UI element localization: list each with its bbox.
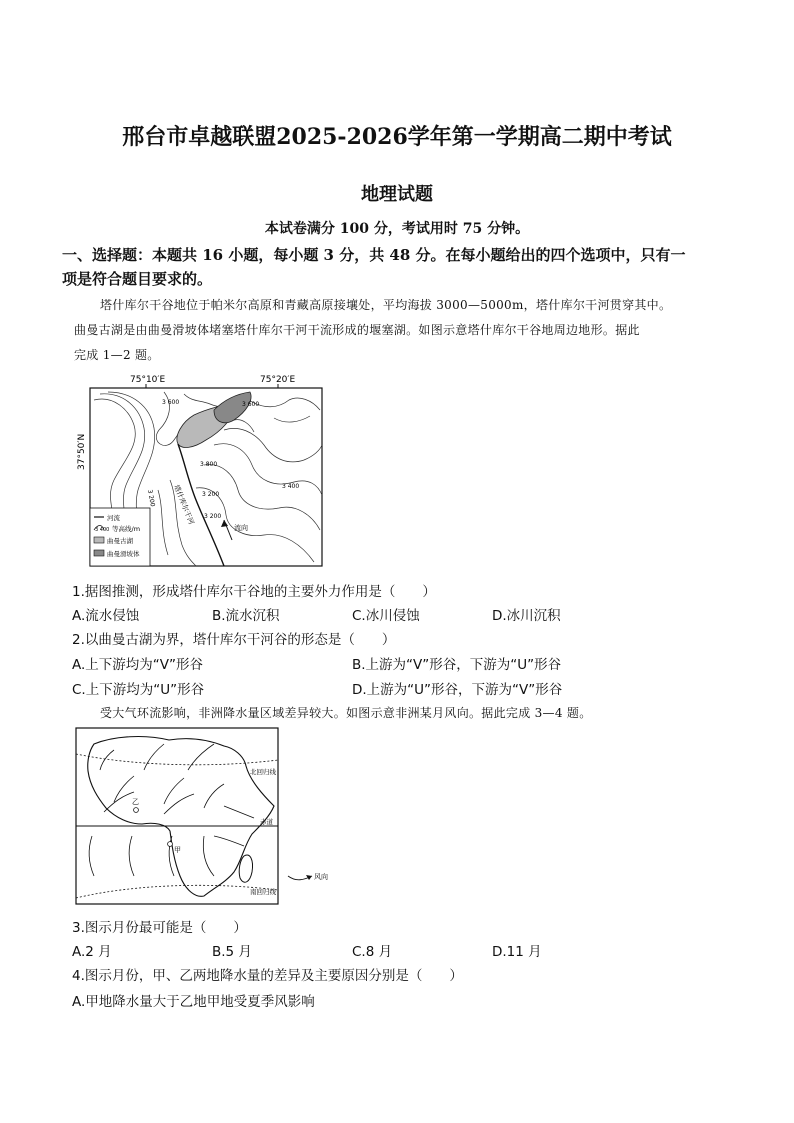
point-a-label: 甲: [174, 846, 181, 854]
section-heading-line2: 项是符合题目要求的。: [62, 270, 213, 288]
q1-option-d[interactable]: D.冰川沉积: [492, 608, 561, 624]
q3-option-c[interactable]: C.8 月: [352, 944, 393, 960]
q2-option-b[interactable]: B.上游为“V”形谷，下游为“U”形谷: [352, 657, 562, 673]
q3-option-b[interactable]: B.5 月: [212, 944, 252, 960]
q3-option-d[interactable]: D.11 月: [492, 944, 542, 960]
contour-label: 3 200: [202, 491, 220, 498]
subject-title: 地理试题: [361, 184, 433, 205]
point-b-label: 乙: [132, 798, 139, 806]
q4-option-a[interactable]: A.甲地降水量大于乙地甲地受夏季风影响: [72, 994, 315, 1010]
tropic-north-label: 北回归线: [250, 768, 276, 776]
q2-stem: 2.以曲曼古湖为界，塔什库尔干河谷的形态是（ ）: [72, 632, 396, 648]
passage1-line1: 塔什库尔干谷地位于帕米尔高原和青藏高原接壤处，平均海拔 3000—5000m，塔什库尔干河贯穿其中。: [100, 298, 672, 312]
q1-option-a[interactable]: A.流水侵蚀: [72, 608, 140, 624]
contour-label: 3 600: [162, 399, 180, 406]
legend-lake: 曲曼古湖: [107, 537, 133, 545]
q2-option-d[interactable]: D.上游为“U”形谷，下游为“V”形谷: [352, 682, 563, 698]
q3-stem: 3.图示月份最可能是（ ）: [72, 920, 247, 936]
q1-stem: 1.据图推测，形成塔什库尔干谷地的主要外力作用是（ ）: [72, 584, 436, 600]
lat-label: 37°50′N: [77, 433, 87, 470]
lon-right-label: 75°20′E: [260, 375, 296, 385]
exam-title: 邢台市卓越联盟2025-2026学年第一学期高二期中考试: [122, 124, 672, 150]
q2-option-c[interactable]: C.上下游均为“U”形谷: [72, 682, 205, 698]
topographic-map: [74, 370, 334, 570]
flow-label: 流向: [234, 524, 248, 532]
passage1-line3: 完成 1—2 题。: [74, 348, 160, 362]
legend-contour-sample: 3 400: [95, 527, 110, 533]
tropic-south-label: 南回归线: [250, 888, 276, 896]
contour-label: 3 800: [200, 461, 218, 468]
q1-option-c[interactable]: C.冰川侵蚀: [352, 608, 420, 624]
contour-label: 3 400: [282, 483, 300, 490]
contour-label: 3 200: [204, 513, 222, 520]
q3-option-a[interactable]: A.2 月: [72, 944, 112, 960]
section-heading-line1: 一、选择题：本题共 16 小题，每小题 3 分，共 48 分。在每小题给出的四个选项中，只有一: [62, 246, 686, 264]
legend-landslide: 曲曼滑坡体: [107, 550, 140, 558]
equator-label: 赤道: [260, 818, 273, 826]
q4-stem: 4.图示月份，甲、乙两地降水量的差异及主要原因分别是（ ）: [72, 968, 463, 984]
lon-left-label: 75°10′E: [130, 375, 166, 385]
contour-label: 3 200: [146, 489, 156, 508]
passage1-line2: 曲曼古湖是由曲曼滑坡体堵塞塔什库尔干河干流形成的堰塞湖。如图示意塔什库尔干谷地周边地形。据此: [74, 323, 640, 337]
river-label: 塔什库尔干河: [172, 483, 196, 526]
legend-river: 河流: [107, 514, 120, 522]
contour-label: 3 600: [242, 401, 260, 408]
africa-wind-map: [74, 726, 344, 908]
q2-option-a[interactable]: A.上下游均为“V”形谷: [72, 657, 204, 673]
exam-note: 本试卷满分 100 分，考试用时 75 分钟。: [264, 221, 530, 237]
passage2-line1: 受大气环流影响，非洲降水量区域差异较大。如图示意非洲某月风向。据此完成 3—4 题。: [100, 706, 592, 720]
map-legend: [90, 508, 150, 566]
q1-option-b[interactable]: B.流水沉积: [212, 608, 280, 624]
map-frame: [76, 728, 278, 904]
wind-legend-label: 风向: [314, 873, 328, 881]
legend-contour: 等高线/m: [112, 525, 141, 533]
